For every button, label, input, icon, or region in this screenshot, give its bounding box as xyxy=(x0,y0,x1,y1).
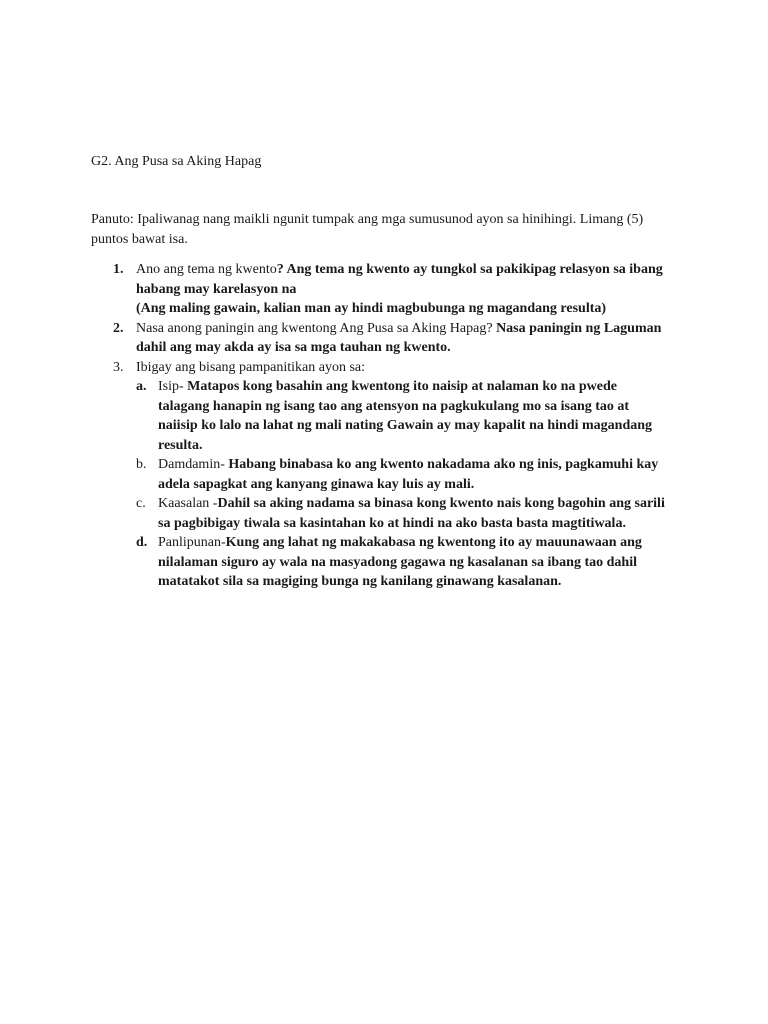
question-text: Ano ang tema ng kwento xyxy=(136,262,277,277)
sub-item-c xyxy=(136,494,671,533)
question-item-1 xyxy=(91,260,671,319)
question-number: 2. xyxy=(113,320,124,336)
sub-item-letter: c. xyxy=(136,496,146,511)
answer-extra-text: (Ang maling gawain, kalian man ay hindi magbubunga ng magandang resulta) xyxy=(136,301,607,316)
sub-item-label: Kaasalan - xyxy=(158,496,218,511)
question-text: Nasa anong paningin ang kwentong Ang Pusa sa Aking Hapag? xyxy=(136,320,493,336)
answer-text: Nasa paningin ng Laguman dahil ang may akda ay isa sa mga tauhan ng kwento. xyxy=(136,320,662,355)
question-number: 1. xyxy=(113,262,124,277)
sub-question-list xyxy=(136,377,671,592)
question-item-3 xyxy=(91,358,671,592)
sub-item-d xyxy=(136,533,671,592)
sub-item-label: Isip- xyxy=(158,379,184,394)
instructions-text: Panuto: Ipaliwanag nang maikli ngunit tumpak ang mga sumusunod ayon sa hinihingi. Limang (5) puntos bawat isa. xyxy=(91,212,644,247)
answer-text: ? Ang tema ng kwento ay tungkol sa pakikipag relasyon sa ibang habang may karelasyon na xyxy=(136,262,663,297)
question-number: 3. xyxy=(113,359,124,375)
sub-item-answer: Habang binabasa ko ang kwento nakadama ako ng inis, pagkamuhi kay adela sapagkat ang kanyang ginawa kay luis ay mali. xyxy=(158,457,659,492)
sub-item-letter: d. xyxy=(136,535,148,550)
sub-item-answer: Matapos kong basahin ang kwentong ito naisip at nalaman ko na pwede talagang hanapin ng isang tao ang atensyon na pagkukulang mo sa isang tao at naiisip ko lalo na lahat ng mali nating Gawain ay may kapalit na hindi magandang resulta. xyxy=(158,379,653,453)
sub-item-letter: a. xyxy=(136,379,147,394)
sub-item-answer: Kung ang lahat ng makakabasa ng kwentong ito ay mauunawaan ang nilalaman siguro ay wala na masyadong gagawa ng kasalanan sa ibang tao dahil matatakot sila sa magiging bunga ng kanilang ginawang kasalanan. xyxy=(158,535,642,589)
sub-item-letter: b. xyxy=(136,457,147,472)
sub-item-b xyxy=(136,455,671,494)
question-list xyxy=(91,260,671,592)
sub-item-answer: Dahil sa aking nadama sa binasa kong kwento nais kong bagohin ang sarili sa pagbibigay tiwala sa kasintahan ko at hindi na ako basta basta magtitiwala. xyxy=(158,496,665,531)
question-text: Ibigay ang bisang pampanitikan ayon sa: xyxy=(136,359,365,375)
sub-item-label: Damdamin- xyxy=(158,457,225,472)
question-item-2 xyxy=(91,319,671,358)
document-title: G2. Ang Pusa sa Aking Hapag xyxy=(91,154,262,169)
sub-item-a xyxy=(136,377,671,455)
sub-item-label: Panlipunan- xyxy=(158,535,226,550)
